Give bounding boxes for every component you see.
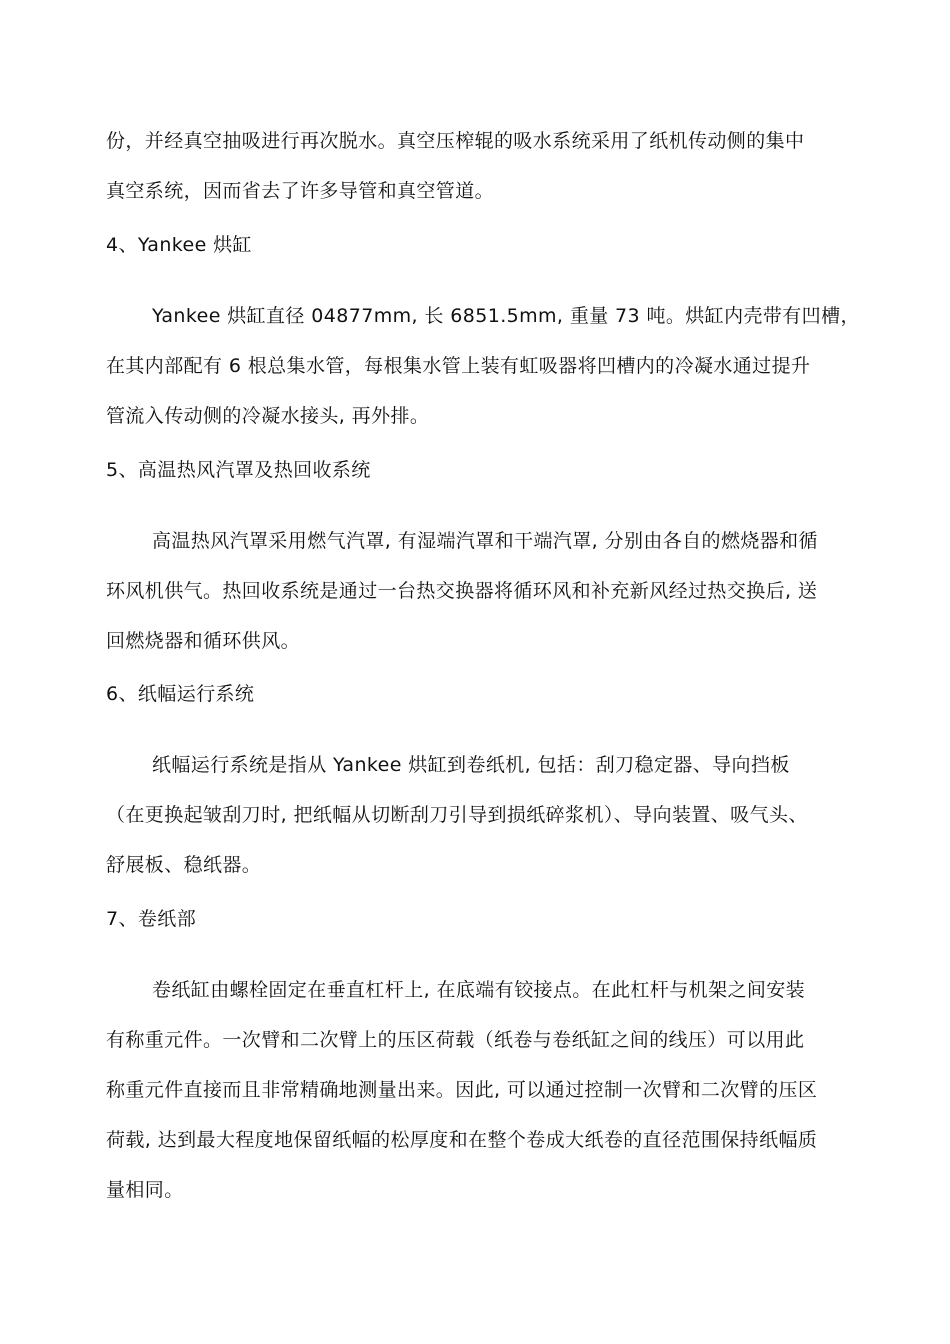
paragraph-line: 高温热风汽罩采用燃气汽罩, 有湿端汽罩和干端汽罩, 分别由各自的燃烧器和循 <box>152 530 818 552</box>
section-paragraph-web-run-system <box>106 740 848 890</box>
paragraph-line: 有称重元件。一次臂和二次臂上的压区荷载（纸卷与卷纸缸之间的线压）可以用此 <box>106 1029 805 1051</box>
paragraph-line: 管流入传动侧的冷凝水接头, 再外排。 <box>106 405 430 427</box>
paragraph-line: 荷载, 达到最大程度地保留纸幅的松厚度和在整个卷成大纸卷的直径范围保持纸幅质 <box>106 1129 818 1151</box>
paragraph-line: 回燃烧器和循环供风。 <box>106 630 301 652</box>
section-heading-reel-section: 7、卷纸部 <box>106 908 197 930</box>
section-paragraph-hot-air-hood <box>106 516 848 666</box>
section-paragraph-reel-section <box>106 965 848 1215</box>
section-heading-yankee-dryer: 4、Yankee 烘缸 <box>106 234 252 256</box>
paragraph-line: 份，并经真空抽吸进行再次脱水。真空压榨辊的吸水系统采用了纸机传动侧的集中 <box>106 130 805 152</box>
paragraph-line: 量相同。 <box>106 1179 184 1201</box>
section-heading-hot-air-hood: 5、高温热风汽罩及热回收系统 <box>106 459 371 481</box>
paragraph-line: 纸幅运行系统是指从 Yankee 烘缸到卷纸机, 包括：刮刀稳定器、导向挡板 <box>152 754 790 776</box>
continuation-paragraph <box>106 116 848 216</box>
paragraph-line: 称重元件直接而且非常精确地测量出来。因此, 可以通过控制一次臂和二次臂的压区 <box>106 1079 818 1101</box>
section-paragraph-yankee-dryer <box>106 291 860 441</box>
paragraph-line: 真空系统，因而省去了许多导管和真空管道。 <box>106 180 495 202</box>
paragraph-line: 舒展板、稳纸器。 <box>106 854 262 876</box>
paragraph-line: 卷纸缸由螺栓固定在垂直杠杆上, 在底端有铰接点。在此杠杆与机架之间安装 <box>152 979 806 1001</box>
paragraph-line: 在其内部配有 6 根总集水管，每根集水管上装有虹吸器将凹槽内的冷凝水通过提升 <box>106 355 811 377</box>
paragraph-line: （在更换起皱刮刀时, 把纸幅从切断刮刀引导到损纸碎浆机）、导向装置、吸气头、 <box>106 804 808 826</box>
paragraph-line: Yankee 烘缸直径 04877mm, 长 6851.5mm, 重量 73 吨。烘缸内壳带有凹槽， <box>152 305 860 327</box>
paragraph-line: 环风机供气。热回收系统是通过一台热交换器将循环风和补充新风经过热交换后, 送 <box>106 580 818 602</box>
section-heading-web-run-system: 6、纸幅运行系统 <box>106 683 255 705</box>
